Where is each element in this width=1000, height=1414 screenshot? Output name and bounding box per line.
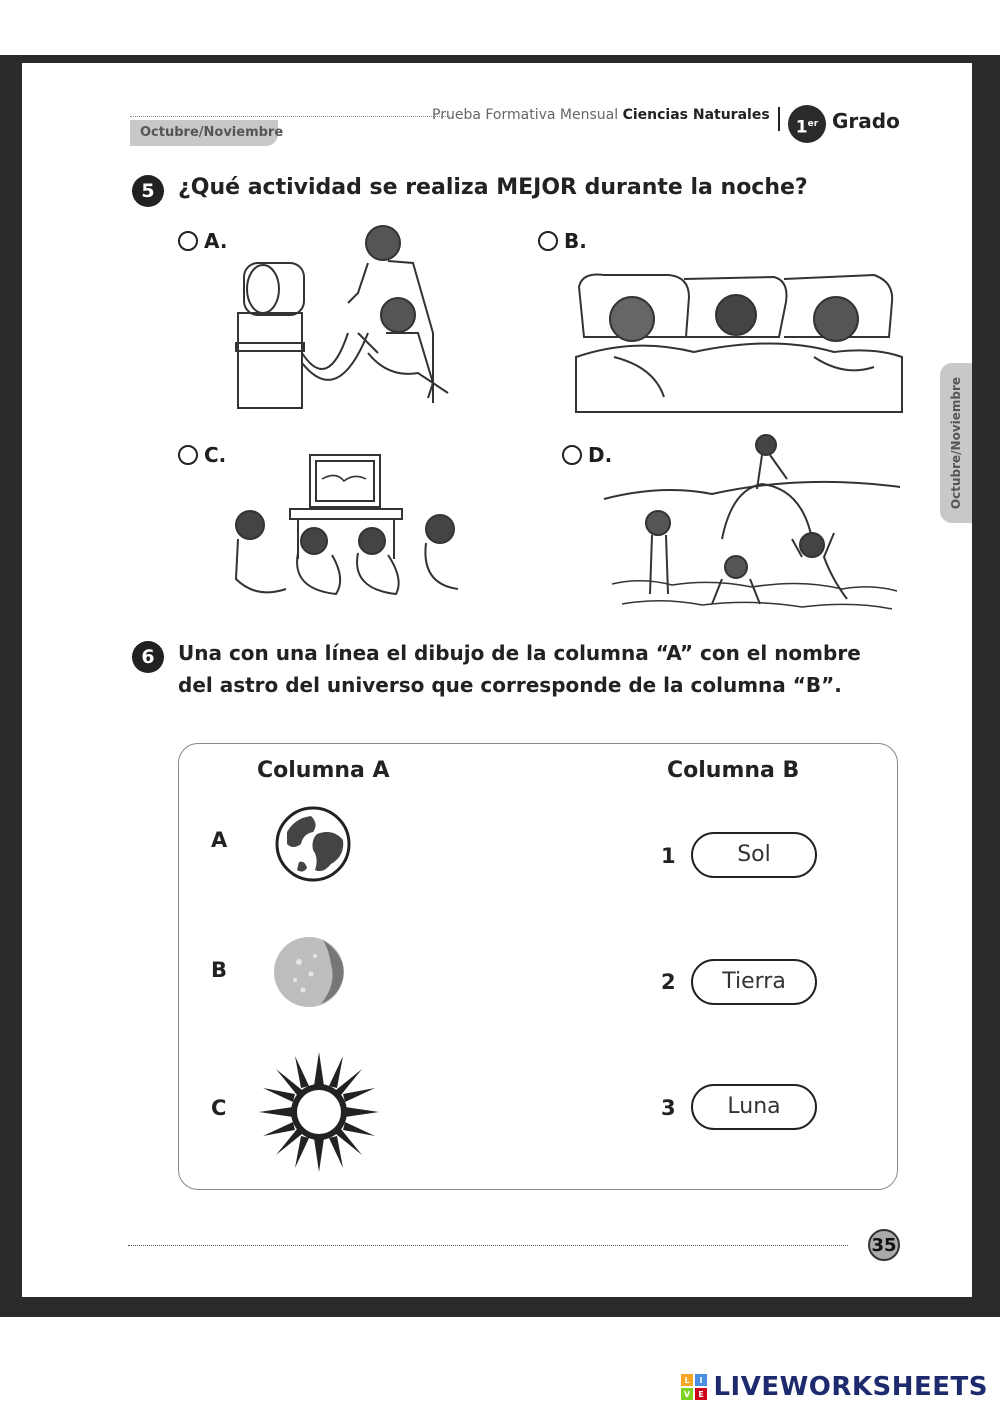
question-6-number: 6: [132, 641, 164, 673]
liveworksheets-logo-icon: [681, 1374, 707, 1400]
grade-badge: [788, 105, 826, 143]
page-number: 35: [868, 1229, 900, 1261]
sun-icon[interactable]: [257, 1050, 381, 1174]
question-6-line-2: del astro del universo que corresponde de la columna “B”.: [178, 673, 842, 697]
side-tab-label: Octubre/Noviembre: [949, 376, 963, 510]
question-6-text: [178, 637, 861, 701]
page-frame: [0, 55, 1000, 1317]
option-b-label: B.: [564, 229, 587, 253]
liveworksheets-brand: [681, 1372, 988, 1402]
question-6-line-1: Una con una línea el dibujo de la columna “A” con el nombre: [178, 641, 861, 665]
option-c-radio[interactable]: [178, 445, 198, 465]
column-b-number-2: 2: [661, 970, 676, 994]
header-title: [432, 107, 770, 123]
grade-number: 1: [795, 117, 808, 138]
column-b-name-luna[interactable]: Luna: [691, 1084, 817, 1130]
grade-suffix: er: [807, 119, 819, 129]
header-dotted-line: [130, 116, 450, 117]
logo-letter-v: V: [684, 1390, 691, 1399]
children-sleeping-illustration: [574, 257, 904, 417]
column-a-title: Columna A: [257, 758, 390, 783]
side-month-tab: [940, 363, 972, 523]
children-swimming-illustration: [602, 429, 902, 624]
logo-letter-i: I: [699, 1376, 703, 1385]
option-a-radio[interactable]: [178, 231, 198, 251]
matching-box: [178, 743, 898, 1190]
grade-label: Grado: [832, 109, 900, 133]
column-a-letter-c: C: [211, 1096, 227, 1120]
column-a-letter-b: B: [211, 958, 228, 982]
logo-letter-l: L: [684, 1376, 691, 1385]
option-a-label: A.: [204, 229, 228, 253]
worksheet-page: [22, 63, 972, 1297]
children-video-game-illustration: [218, 223, 458, 413]
question-5-number: 5: [132, 175, 164, 207]
question-5-text: ¿Qué actividad se realiza MEJOR durante la noche?: [178, 175, 808, 200]
test-name: Prueba Formativa Mensual: [432, 107, 619, 123]
footer-dotted-line: [128, 1245, 848, 1246]
header-divider: [778, 107, 780, 131]
subject-name: Ciencias Naturales: [622, 107, 770, 123]
column-b-number-3: 3: [661, 1096, 676, 1120]
column-b-title: Columna B: [667, 758, 800, 783]
option-b[interactable]: [538, 229, 587, 253]
column-b-name-tierra[interactable]: Tierra: [691, 959, 817, 1005]
moon-icon[interactable]: [271, 934, 351, 1010]
children-watching-tv-illustration: [226, 449, 466, 609]
option-d-radio[interactable]: [562, 445, 582, 465]
column-a-letter-a: A: [211, 828, 228, 852]
month-tab: Octubre/Noviembre: [130, 120, 278, 146]
column-b-number-1: 1: [661, 844, 676, 868]
column-b-name-sol[interactable]: Sol: [691, 832, 817, 878]
option-c[interactable]: [178, 443, 226, 467]
logo-letter-e: E: [698, 1390, 705, 1399]
liveworksheets-text: LIVEWORKSHEETS: [713, 1372, 988, 1402]
option-c-label: C.: [204, 443, 227, 467]
earth-icon[interactable]: [273, 804, 353, 884]
option-b-radio[interactable]: [538, 231, 558, 251]
option-d-label: D.: [588, 443, 613, 467]
